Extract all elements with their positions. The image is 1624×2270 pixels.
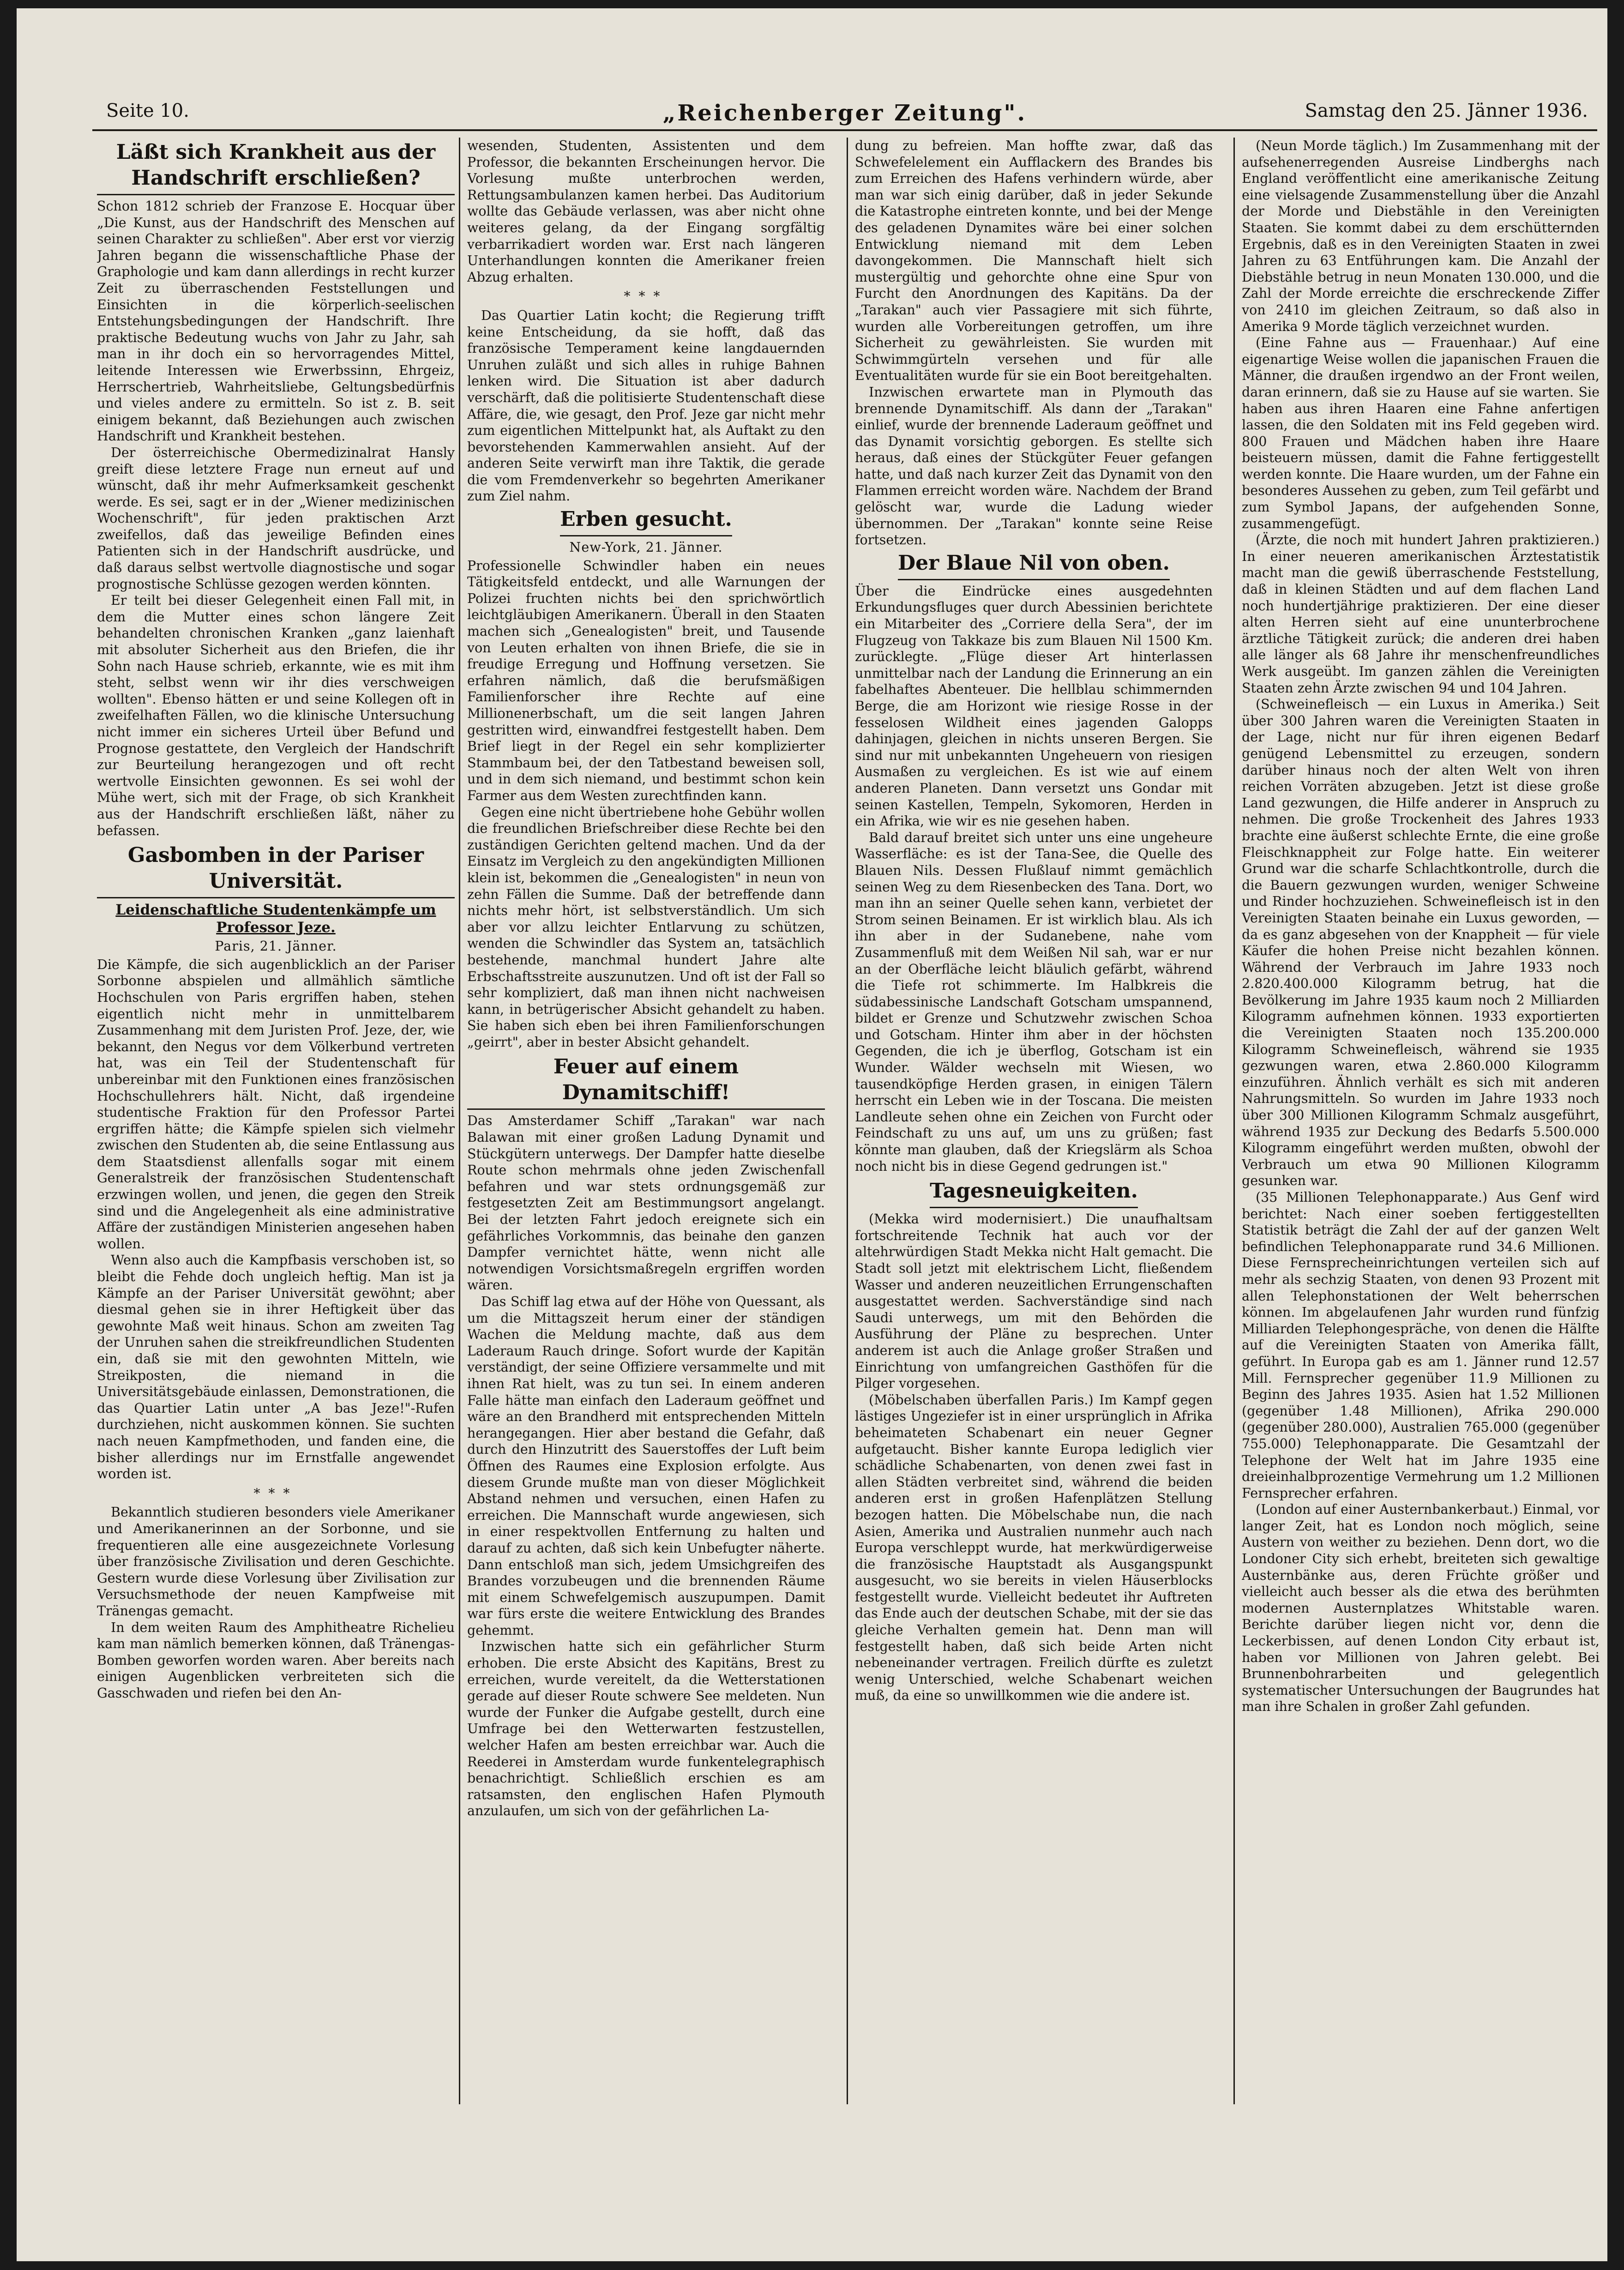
news-item: (Mekka wird modernisiert.) Die unaufhaltsam fortschreitende Technik hat auch vor der altehrwürdigen Stadt Mekka nicht Halt gemacht. Die Stadt soll jetzt mit elektrischem Licht, fließendem Wasser und anderen neuzeitlichen Errungenschaften ausgestattet werden. Sachverständige sind nach Saudi unterwegs, um mit den Behörden die Ausführung der Pläne zu besprechen. Unter anderem ist auch die Anlage großer Straßen und Einrichtung von umfangreichen Gasthöfen für die Pilger vorgesehen. xyxy=(855,1211,1213,1391)
article-title: Feuer auf einem Dynamitschiff! xyxy=(467,1054,825,1110)
article-paragraph: Er teilt bei dieser Gelegenheit einen Fall mit, in dem die Mutter eines schon längere Zeit behandelten chronischen Kranken „ganz laienhaft mit absoluter Sicherheit aus den Briefen, die ihr Sohn nach Hause schrieb, erkannte, wie es mit ihm steht, selbst wenn wir ihr dies verschweigen wollten". Ebenso hätten er und seine Kollegen oft in zweifelhaften Fällen, wo die klinische Untersuchung nicht immer ein sicheres Urteil über Befund und Prognose gestattete, den Vergleich der Handschrift zur Beurteilung herangezogen und oft recht wertvolle Einsichten gewonnen. Es sei wohl der Mühe wert, sich mit der Frage, ob sich Krankheit aus der Handschrift erschließen läßt, näher zu befassen. xyxy=(97,593,455,838)
article-dynamite-ship xyxy=(467,1054,825,1819)
column-4 xyxy=(1242,138,1600,2132)
article-subtitle: Leidenschaftliche Studentenkämpfe um Professor Jeze. xyxy=(115,902,436,936)
article-paragraph: Bekanntlich studieren besonders viele Amerikaner und Amerikanerinnen an der Sorbonne, und sie frequentieren alle eine ausgezeichnete Vorlesung über französische Zivilisation und deren Geschichte. Gestern wurde diese Vorlesung über Zivilisation zur Versuchsmethode der neuen Kampfweise mit Tränengas gemacht. xyxy=(97,1505,455,1619)
article-paragraph: Über die Eindrücke eines ausgedehnten Erkundungsfluges quer durch Abessinien berichtete ein Mitarbeiter des „Corriere della Sera", der im Flugzeug von Takkaze bis zum Blauen Nil 1500 Km. zurücklegte. „Flüge dieser Art hinterlassen unmittelbar nach der Landung die Erinnerung an ein fabelhaftes Abenteuer. Die hellblau schimmernden Berge, die am Horizont wie riesige Rosse in der fesselosen Wildheit eines jagenden Galopps dahinjagen, gleichen in nichts unseren Bergen. Sie sind nur mit unbekannten Ungeheuern von riesigen Ausmaßen zu vergleichen. Es ist wie auf einem anderen Planeten. Dann versetzt uns Gondar mit seinen Kastellen, Tempeln, Sykomoren, Herden in ein Afrika, wie wir es nie gesehen haben. xyxy=(855,583,1213,829)
article-paragraph: Inzwischen erwartete man in Plymouth das brennende Dynamitschiff. Als dann der „Tarakan" einlief, wurde der brennende Laderaum geöffnet und das Dynamit vorsichtig geborgen. Es stellte sich heraus, daß eines der Stückgüter Feuer gefangen hatte, und daß nach kurzer Zeit das Dynamit von den Flammen erreicht worden wäre. Nachdem der Brand gelöscht war, wurde die Ladung wieder übernommen. Der „Tarakan" konnte seine Reise fortsetzen. xyxy=(855,384,1213,548)
article-paragraph: wesenden, Studenten, Assistenten und dem Professor, die bekannten Erscheinungen hervor. Die Vorlesung mußte unterbrochen werden, Rettungsambulanzen kamen herbei. Das Auditorium wollte das Gebäude verlassen, was aber nicht ohne weiteres gelang, da der Eingang sorgfältig verbarrikadiert worden war. Erst nach längeren Unterhandlungen konnten die Amerikaner freien Abzug erhalten. xyxy=(467,138,825,285)
article-title: Der Blaue Nil von oben. xyxy=(898,550,1170,580)
article-daily-news xyxy=(855,1178,1213,1704)
newspaper-masthead: „Reichenberger Zeitung". xyxy=(662,100,1027,126)
news-item: (Möbelschaben überfallen Paris.) Im Kampf gegen lästiges Ungeziefer ist in einer ursprünglich in Afrika beheimateten Schabenart ein neuer Gegner aufgetaucht. Bisher kannte Europa lediglich vier schädliche Schabenarten, von denen zwei fast in allen Städten verbreitet sind, während die beiden anderen erst in großen Hafenplätzen Stellung bezogen hatten. Die Möbelschabe nun, die nach Asien, Amerika und Australien nunmehr auch nach Europa verschleppt wurde, hat merkwürdigerweise die französische Hauptstadt als Ausgangspunkt ausgesucht, wo sie bereits in vielen Häuserblocks festgestellt wurde. Vielleicht bedeutet ihr Auftreten das Ende auch der deutschen Schabe, mit der sie das gleiche Verhalten gemein hat. Denn man will festgestellt haben, daß sich beide Arten nicht nebeneinander vertragen. Freilich dürfte es zuletzt wenig Unterschied, welche Schabenart weichen muß, da eine so unwillkommen wie die andere ist. xyxy=(855,1392,1213,1704)
header-rule xyxy=(92,129,1597,131)
column-3 xyxy=(855,138,1213,2109)
news-item: (Schweinefleisch — ein Luxus in Amerika.) Seit über 300 Jahren waren die Vereinigten Staaten in der Lage, nicht nur für ihren eigenen Bedarf genügend Lebensmittel zu erzeugen, sondern darüber hinaus noch der alten Welt von ihren reichen Vorräten abzugeben. Jetzt ist diese große Land gezwungen, die Hilfe anderer in Anspruch zu nehmen. Die große Trockenheit des Jahres 1933 brachte eine äußerst schlechte Ernte, die eine große Fleischknappheit zur Folge hatte. Ein weiterer Grund war die scharfe Schlachtkontrolle, durch die die Bauern gezwungen wurden, weniger Schweine und Rinder hochzuziehen. Schweinefleisch ist in den Vereinigten Staaten beinahe ein Luxus geworden, — da es ganz abgesehen von der Knappheit — für viele Käufer die hohen Preise nicht bezahlen können. Während der Verbrauch im Jahre 1933 noch 2.820.400.000 Kilogramm betrug, hat die Bevölkerung im Jahre 1935 kaum noch 2 Milliarden Kilogramm aufnehmen können. 1933 exportierten die Vereinigten Staaten noch 135.200.000 Kilogramm Schweinefleisch, während sie 1935 gezwungen waren, etwa 2.860.000 Kilogramm einzuführen. Ähnlich verhält es sich mit anderen Nahrungsmitteln. So wurden im Jahre 1933 noch über 300 Millionen Kilogramm Schmalz ausgeführt, während 1935 zur Deckung des Bedarfs 5.500.000 Kilogramm eingeführt werden mußten, obwohl der Verbrauch um etwa 90 Millionen Kilogramm gesunken war. xyxy=(1242,697,1600,1189)
column-2 xyxy=(467,138,825,2160)
article-paragraph: Die Kämpfe, die sich augenblicklich an der Pariser Sorbonne abspielen und allmählich sämtliche Hochschulen von Paris ergriffen haben, stehen eigentlich nicht mehr in unmittelbarem Zusammenhang mit dem Juristen Prof. Jeze, der, wie bekannt, den Negus vor dem Völkerbund vertreten hat, was ein Teil der Studentenschaft für unbereinbar mit den Funktionen eines französischen Hochschullehrers hält. Nicht, daß irgendeine studentische Fraktion für den Professor Partei ergriffen hätte; die Kämpfe spielen sich vielmehr zwischen den Studenten ab, die seine Entlassung aus dem Staatsdienst allenfalls sogar mit einem Generalstreik der französischen Studentenschaft erzwingen wollen, und jenen, die gegen den Streik sind und die Angelegenheit als eine administrative Affäre der zuständigen Ministerien angesehen haben wollen. xyxy=(97,957,455,1252)
issue-date: Samstag den 25. Jänner 1936. xyxy=(1305,100,1588,121)
article-paragraph: In dem weiten Raum des Amphitheatre Richelieu kam man nämlich bemerken können, daß Tränengas-Bomben geworfen worden waren. Aber bereits nach einigen Augenblicken verbreiteten sich die Gasschwaden und riefen bei den An- xyxy=(97,1620,455,1701)
article-paragraph: Das Schiff lag etwa auf der Höhe von Quessant, als um die Mittagszeit herum einer der ständigen Wachen die Meldung machte, daß aus dem Laderaum Rauch dringe. Sofort wurde der Kapitän verständigt, der seine Offiziere versammelte und mit ihnen Rat hielt, was zu tun sei. In einem anderen Falle hätte man einfach den Laderaum geöffnet und wäre an den Brandherd mit entsprechenden Mitteln herangegangen. Hier aber bestand die Gefahr, daß durch den Hinzutritt des Sauerstoffes der Luft beim Öffnen des Raumes eine Explosion erfolgte. Aus diesem Grunde mußte man von dieser Möglichkeit Abstand nehmen und versuchen, einen Hafen zu erreichen. Die Mannschaft wurde angewiesen, sich in einer respektvollen Entfernung zu halten und darauf zu achten, daß sich kein Unbefugter näherte. Dann entschloß man sich, jedem Umsichgreifen des Brandes vorzubeugen und die brennenden Räume mit einem Schwefelgemisch auszupumpen. Damit war fürs erste die weitere Entwicklung des Brandes gehemmt. xyxy=(467,1294,825,1638)
article-title: Erben gesucht. xyxy=(560,506,732,536)
article-blue-nile xyxy=(855,550,1213,1174)
article-heirs-wanted xyxy=(467,506,825,1050)
section-separator-stars: *** xyxy=(624,289,668,304)
article-dateline: New-York, 21. Jänner. xyxy=(569,540,723,555)
column-divider xyxy=(1233,138,1235,2104)
article-title: Tagesneuigkeiten. xyxy=(930,1178,1138,1208)
article-title: Läßt sich Krankheit aus der Handschrift erschließen? xyxy=(97,139,455,195)
news-item: (Neun Morde täglich.) Im Zusammenhang mit der aufsehenerregenden Ausreise Lindberghs nach England veröffentlicht eine amerikanische Zeitung eine vielsagende Zusammenstellung über die Anzahl der Morde und Diebstähle in den Vereinigten Staaten. Sie kommt dabei zu dem erschütternden Ergebnis, daß es in den Vereinigten Staaten in zwei Jahren zu 63 Entführungen kam. Die Anzahl der Diebstähle betrug in neun Monaten 130.000, und die Zahl der Morde erreichte die erschreckende Ziffer von 2410 im gleichen Zeitraum, so daß also in Amerika 9 Morde täglich verzeichnet wurden. xyxy=(1242,138,1600,334)
column-divider xyxy=(459,138,460,2104)
article-dateline: Paris, 21. Jänner. xyxy=(215,939,337,954)
column-1 xyxy=(97,138,455,2141)
article-paragraph: Das Quartier Latin kocht; die Regierung trifft keine Entscheidung, da sie hofft, daß das französische Temperament keine langdauernden Unruhen zuläßt und sich alles in ruhige Bahnen lenken wird. Die Situation ist aber dadurch verschärft, daß die politisierte Studentenschaft diese Affäre, die, wie gesagt, den Prof. Jeze gar nicht mehr zum eigentlichen Mittelpunkt hat, als Auftakt zu den bevorstehenden Kammerwahlen ansieht. Auf der anderen Seite verwirft man ihre Taktik, die gerade die vom Fremdenverkehr so begehrten Amerikaner zum Ziel nahm. xyxy=(467,307,825,504)
article-paragraph: Wenn also auch die Kampfbasis verschoben ist, so bleibt die Fehde doch ungleich heftig. Man ist ja Kämpfe an der Pariser Universität gewöhnt; aber diesmal gehen sie in ihrer Heftigkeit über das gewohnte Maß weit hinaus. Schon am zweiten Tag der Unruhen sahen die streikfreundlichen Studenten ein, daß sie mit den gewohnten Mitteln, wie Streikposten, die niemand in die Universitätsgebäude einlassen, Demonstrationen, die das Quartier Latin unter „A bas Jeze!"-Rufen durchziehen, nicht auskommen können. Sie suchten nach neuen Kampfmethoden, und fanden eine, die bisher allerdings nur im Ernstfalle angewendet worden ist. xyxy=(97,1252,455,1482)
article-title: Gasbomben in der Pariser Universität. xyxy=(97,843,455,898)
news-item: (Eine Fahne aus — Frauenhaar.) Auf eine eigenartige Weise wollen die japanischen Frauen die Männer, die draußen irgendwo an der Front weilen, daran erinnern, daß sie zu Hause auf sie warten. Sie haben aus ihren Haaren eine Fahne anfertigen lassen, die den Soldaten mit ins Feld gegeben wird. 800 Frauen und Mädchen haben ihre Haare beisteuern müssen, damit die Fahne fertiggestellt werden konnte. Die Haare wurden, um der Fahne ein besonderes Aussehen zu geben, zum Teil gefärbt und zum Symbol Japans, der aufgehenden Sonne, zusammengefügt. xyxy=(1242,335,1600,531)
article-paragraph: Inzwischen hatte sich ein gefährlicher Sturm erhoben. Die erste Absicht des Kapitäns, Brest zu erreichen, wurde vereitelt, da die Wetterstationen gerade auf dieser Route schwere See meldeten. Nun wurde der Funker die Aufgabe gestellt, durch eine Umfrage bei den Wetterwarten festzustellen, welcher Hafen am besten erreichbar war. Auch die Reederei in Amsterdam wurde funkentelegraphisch benachrichtigt. Schließlich erschien es am ratsamsten, den englischen Hafen Plymouth anzulaufen, um sich von der gefährlichen La- xyxy=(467,1639,825,1819)
article-paragraph: Bald darauf breitet sich unter uns eine ungeheure Wasserfläche: es ist der Tana-See, die Quelle des Blauen Nils. Dessen Flußlauf nimmt gemächlich seinen Weg zu dem Riesenbecken des Tana. Dort, wo man ihn an seiner Quelle sehen kann, verbietet der Strom seinen Beinamen. Er ist wirklich blau. Als ich ihn aber in der Sudanebene, nahe vom Zusammenfluß mit dem Weißen Nil sah, war er nur an der Oberfläche leicht bläulich gefärbt, während die Tiefe rot schimmerte. Im Halbkreis die südabessinische Landschaft Gotscham umspannend, bildet er Grenze und Schutzwehr zwischen Schoa und Gotscham. Hinter ihm aber in der höchsten Gegenden, die ich je überflog, Gotscham ist ein Wunder. Wälder wechseln mit Wiesen, wo tausendköpfige Herden grasen, in einigen Tälern herrscht ein Leben wie in der Toscana. Die meisten Landleute sehen ohne ein Zeichen von Furcht oder Feindschaft zu uns auf, um uns zu grüßen; fast könnte man glauben, daß der Kriegslärm als Schoa noch nicht bis in diese Gegend gedrungen ist." xyxy=(855,830,1213,1174)
article-continuation xyxy=(467,138,825,505)
article-paragraph: Gegen eine nicht übertriebene hohe Gebühr wollen die freundlichen Briefschreiber diese Rechte bei den zuständigen Gerichten geltend machen. Und da der Einsatz im Vergleich zu den angekündigten Millionen klein ist, bekommen die „Genealogisten" in neun von zehn Fällen die Summe. Daß der betreffende dann nichts mehr hört, ist selbstverständlich. Um sich aber vor allzu leichter Entlarvung zu schützen, wenden die Schwindler das System an, tatsächlich bestehende, manchmal hundert Jahre alte Erbschaftsstreite auszunutzen. Und oft ist der Fall so sehr kompliziert, daß man ihnen nicht nachweisen kann, in betrügerischer Absicht gehandelt zu haben. Sie haben sich eben bei ihren Familienforschungen „geirrt", aber in bester Absicht gehandelt. xyxy=(467,804,825,1050)
article-paragraph: dung zu befreien. Man hoffte zwar, daß das Schwefelelement ein Aufflackern des Brandes bis zum Erreichen des Hafens verhindern würde, aber man war sich einig darüber, daß in jeder Sekunde die Katastrophe eintreten konnte, und bei der Menge des geladenen Dynamites wäre bei einer solchen Entwicklung niemand mit dem Leben davongekommen. Die Mannschaft hielt sich mustergültig und gehorchte ohne eine Spur von Furcht den Anordnungen des Kapitäns. Da der „Tarakan" auch vier Passagiere mit sich führte, wurden alle Vorbereitungen getroffen, um ihre Sicherheit zu gewährleisten. Sie wurden mit Schwimmgürteln versehen und für alle Eventualitäten wurde für sie ein Boot bereitgehalten. xyxy=(855,138,1213,384)
news-items-continued xyxy=(1242,138,1600,1715)
section-separator-stars: *** xyxy=(253,1485,298,1501)
news-item: (35 Millionen Telephonapparate.) Aus Genf wird berichtet: Nach einer soeben fertiggestellten Statistik beträgt die Zahl der auf der ganzen Welt befindlichen Telephonapparate rund 34.6 Millionen. Diese Fernsprecheinrichtungen verteilen sich auf mehr als sechzig Staaten, von denen 93 Prozent mit allen Telephonstationen der Welt beherrschen können. Im abgelaufenen Jahr wurden rund fünfzig Milliarden Telephongespräche, von denen die Hälfte auf die Vereinigten Staaten von Amerika fällt, geführt. In Europa gab es am 1. Jänner rund 12.57 Mill. Fernsprecher gegenüber 11.9 Millionen zu Beginn des Jahres 1935. Asien hat 1.52 Millionen (gegenüber 1.48 Millionen), Afrika 290.000 (gegenüber 280.000), Australien 765.000 (gegenüber 755.000) Telephonapparate. Die Gesamtzahl der Telephone der Welt hat im Jahre 1935 eine dreieinhalbprozentige Vermehrung um 1.2 Millionen Fernsprecher erfahren. xyxy=(1242,1190,1600,1501)
article-gas-bombs xyxy=(97,843,455,1701)
column-divider xyxy=(847,138,848,2104)
page-header xyxy=(92,95,1597,141)
article-paragraph: Professionelle Schwindler haben ein neues Tätigkeitsfeld entdeckt, und alle Warnungen der Polizei fruchten nichts bei den sprichwörtlich leichtgläubigen Amerikanern. Überall in den Staaten machen sich „Genealogisten" breit, und Tausende von Leuten erhalten von ihnen Briefe, die sie in freudige Erregung und Hoffnung versetzen. Sie erfahren nämlich, daß die berufsmäßigen Familienforscher ihre Rechte auf eine Millionenerbschaft, um die seit langen Jahren gestritten wird, einwandfrei festgestellt haben. Dem Brief liegt in der Regel ein sehr komplizierter Stammbaum bei, der den Tatbestand beweisen soll, und in dem sich niemand, und bestimmt schon kein Farmer aus dem Westen zurechtfinden kann. xyxy=(467,558,825,803)
news-item: (London auf einer Austernbankerbaut.) Einmal, vor langer Zeit, hat es London noch möglich, seine Austern von weither zu beziehen. Denn dort, wo die Londoner City sich erhebt, breiteten sich gewaltige Austernbänke aus, deren Früchte größer und vielleicht auch besser als die etwa des berühmten modernen Austernplatzes Whitstable waren. Berichte darüber liegen nicht vor, denn die Leckerbissen, auf denen London City erbaut ist, haben vor Millionen von Jahren gelebt. Bei Brunnenbohrarbeiten und gelegentlich systematischer Untersuchungen der Baugrundes hat man ihre Schalen in großer Zahl gefunden. xyxy=(1242,1502,1600,1715)
article-handwriting xyxy=(97,139,455,839)
news-item: (Ärzte, die noch mit hundert Jahren praktizieren.) In einer neueren amerikanischen Ärztestatistik macht man die gewiß überraschende Feststellung, daß in kleinen Städten und auf dem flachen Land noch hundertjährige praktizieren. Der eine dieser alten Herren sieht auf eine ununterbrochene ärztliche Tätigkeit zurück; die anderen drei haben alle länger als 68 Jahre ihr menschenfreundliches Werk ausgeübt. Im ganzen zählen die Vereinigten Staaten zehn Ärzte zwischen 94 und 104 Jahren. xyxy=(1242,532,1600,696)
page-number: Seite 10. xyxy=(106,100,189,121)
article-paragraph: Das Amsterdamer Schiff „Tarakan" war nach Balawan mit einer großen Ladung Dynamit und Stückgütern unterwegs. Der Dampfer hatte dieselbe Route schon mehrmals ohne jeden Zwischenfall befahren und war stets ordnungsgemäß zur festgesetzten Zeit am Bestimmungsort angelangt. Bei der letzten Fahrt jedoch ereignete sich ein gefährliches Vorkommnis, das beinahe den ganzen Dampfer vernichtet hätte, wenn nicht alle notwendigen Vorsichtsmaßregeln ergriffen worden wären. xyxy=(467,1113,825,1293)
article-paragraph: Der österreichische Obermedizinalrat Hansly greift diese letztere Frage nun erneut auf und wünscht, daß ihr mehr Aufmerksamkeit geschenkt werde. Es sei, sagt er in der „Wiener medizinischen Wochenschrift", für jeden praktischen Arzt zweifellos, daß das jeweilige Befinden eines Patienten sich in der Handschrift ausdrücke, und daß daraus selbst wertvolle diagnostische und sogar prognostische Schlüsse gezogen werden könnten. xyxy=(97,445,455,592)
article-continuation xyxy=(855,138,1213,548)
article-paragraph: Schon 1812 schrieb der Franzose E. Hocquar über „Die Kunst, aus der Handschrift des Menschen auf seinen Charakter zu schließen". Aber erst vor vierzig Jahren begann die wissenschaftliche Phase der Graphologie und kam dann allerdings in recht kurzer Zeit zu überraschenden Feststellungen und Einsichten in die körperlich-seelischen Entstehungsbedingungen der Handschrift. Ihre praktische Bedeutung wuchs von Jahr zu Jahr, sah man in ihr doch ein so hervorragendes Mittel, leitende Interessen wie Erwerbssinn, Ehrgeiz, Herrschertrieb, Wahrheitsliebe, Geltungsbedürfnis und vieles andere zu ermitteln. So ist z. B. seit einigem bekannt, daß Beziehungen auch zwischen Handschrift und Krankheit bestehen. xyxy=(97,199,455,444)
